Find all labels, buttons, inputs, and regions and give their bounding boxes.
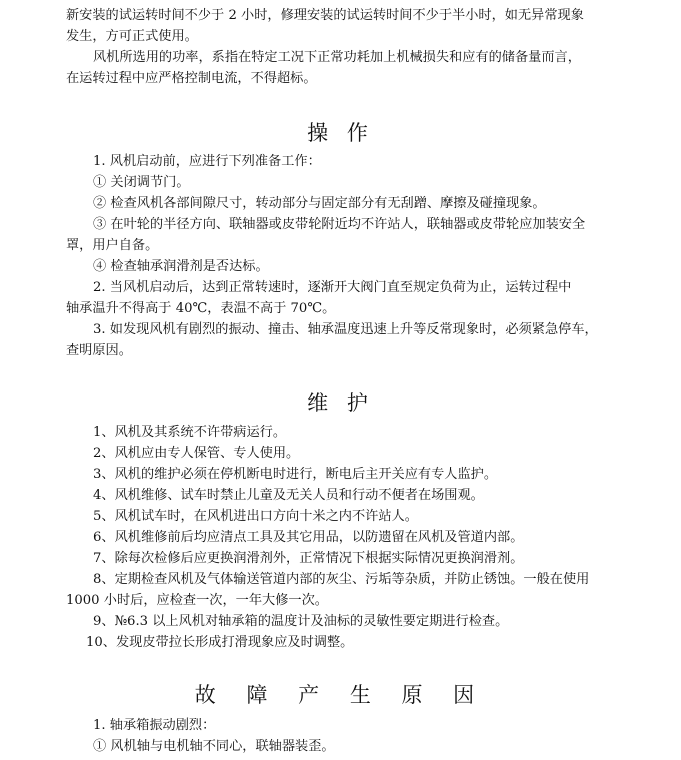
maintenance-item-1: 1、风机及其系统不许带病运行。 [93,425,287,440]
maintenance-item-4: 4、风机维修、试车时禁止儿童及无关人员和行动不便者在场围观。 [93,488,484,503]
maintenance-item-8: 8、定期检查风机及气体输送管道内部的灰尘、污垢等杂质，并防止锈蚀。一般在使用 [93,572,590,587]
operation-line-4: ③ 在叶轮的半径方向、联轴器或皮带轮附近均不许站人，联轴器或皮带轮应加装安全 [93,217,586,232]
operation-line-3: ② 检查风机各部间隙尺寸，转动部分与固定部分有无刮蹭、摩擦及碰撞现象。 [93,196,546,211]
maintenance-item-8-cont: 1000 小时后，应检查一次，一年大修一次。 [66,593,328,608]
operation-line-7: 2. 当风机启动后，达到正常转速时，逐渐开大阀门直至规定负荷为止，运转过程中 [93,280,572,295]
intro-line-3: 风机所选用的功率，系指在特定工况下正常功耗加上机械损失和应有的储备量而言， [93,50,581,65]
operation-line-10: 查明原因。 [66,343,132,358]
maintenance-item-3: 3、风机的维护必须在停机断电时进行，断电后主开关应有专人监护。 [93,467,498,482]
maintenance-item-9: 9、№6.3 以上风机对轴承箱的温度计及油标的灵敏性要定期进行检查。 [93,614,509,629]
operation-line-8: 轴承温升不得高于 40℃，表温不高于 70℃。 [66,301,336,316]
operation-line-9: 3. 如发现风机有剧烈的振动、撞击、轴承温度迅速上升等反常现象时，必须紧急停车， [93,322,598,337]
maintenance-item-2: 2、风机应由专人保管、专人使用。 [93,446,300,461]
maintenance-item-6: 6、风机维修前后均应清点工具及其它用品，以防遗留在风机及管道内部。 [93,530,524,545]
causes-line-1: 1. 轴承箱振动剧烈： [93,718,216,733]
causes-line-2: ① 风机轴与电机轴不同心，联轴器装歪。 [93,739,335,754]
intro-line-2: 发生，方可正式使用。 [66,29,198,44]
maintenance-item-10: 10、发现皮带拉长形成打滑现象应及时调整。 [86,635,354,650]
operation-line-6: ④ 检查轴承润滑剂是否达标。 [93,259,269,274]
section-heading-operation: 操 作 [307,121,374,145]
intro-line-4: 在运转过程中应严格控制电流，不得超标。 [66,71,317,86]
maintenance-item-5: 5、风机试车时，在风机进出口方向十米之内不许站人。 [93,509,418,524]
operation-line-1: 1. 风机启动前，应进行下列准备工作： [93,154,321,169]
operation-line-5: 罩，用户自备。 [66,238,159,253]
operation-line-2: ① 关闭调节门。 [93,175,190,190]
intro-line-1: 新安装的试运转时间不少于 2 小时，修理安装的试运转时间不少于半小时，如无异常现象 [66,8,584,23]
section-heading-fault-causes: 故 障 产 生 原 因 [194,683,487,707]
section-heading-maintenance: 维 护 [307,391,374,415]
maintenance-item-7: 7、除每次检修后应更换润滑剂外，正常情况下根据实际情况更换润滑剂。 [93,551,524,566]
